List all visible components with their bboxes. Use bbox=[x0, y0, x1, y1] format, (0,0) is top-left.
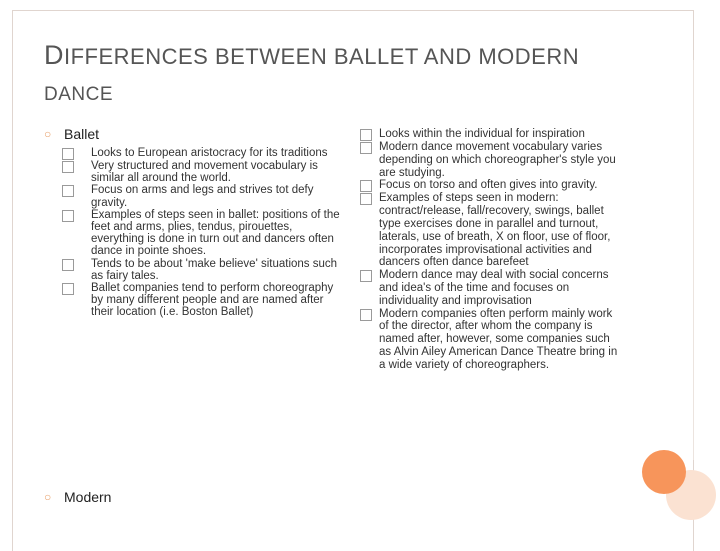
list-item: Very structured and movement vocabulary is similar all around the world. bbox=[62, 160, 344, 184]
ballet-list bbox=[44, 147, 344, 319]
circle-bullet-icon: ○ bbox=[44, 490, 52, 504]
circle-bullet-icon: ○ bbox=[44, 127, 52, 141]
list-item: Focus on arms and legs and strives tot defy gravity. bbox=[62, 184, 344, 208]
ballet-heading: Ballet bbox=[64, 126, 100, 142]
list-item: Ballet companies tend to perform choreography by many different people and are named after their location (i.e. Boston Ballet) bbox=[62, 282, 344, 319]
square-bullet-icon bbox=[62, 210, 74, 222]
slide-title bbox=[44, 40, 684, 110]
list-item: Looks to European aristocracy for its traditions bbox=[62, 147, 344, 160]
square-bullet-icon bbox=[62, 259, 74, 271]
modern-heading: Modern bbox=[64, 489, 112, 505]
title-line2: DANCE bbox=[44, 84, 114, 105]
square-bullet-icon bbox=[360, 270, 372, 282]
square-bullet-icon bbox=[360, 142, 372, 154]
decorative-circle-orange bbox=[642, 450, 686, 494]
list-item: Examples of steps seen in ballet: positions of the feet and arms, plies, tendus, pirouettes, everything is done in turn out and dancers often dance in pointe shoes. bbox=[62, 209, 344, 258]
list-item: Looks within the individual for inspiration bbox=[360, 128, 622, 141]
title-line1: IFFERENCES BETWEEN BALLET AND MODERN bbox=[64, 44, 580, 69]
list-item: Examples of steps seen in modern: contract/release, fall/recovery, swings, ballet type exercises done in parallel and turnout, laterals, use of breath, X on floor, use of floor, incorporates improvisational activities and dancers often dance barefeet bbox=[360, 192, 622, 269]
list-item: Focus on torso and often gives into gravity. bbox=[360, 179, 622, 192]
square-bullet-icon bbox=[360, 129, 372, 141]
right-column bbox=[360, 128, 622, 372]
modern-list bbox=[360, 128, 622, 372]
left-column bbox=[44, 125, 344, 319]
title-initial: D bbox=[44, 40, 64, 70]
ballet-heading-row bbox=[44, 125, 344, 143]
decorative-line bbox=[693, 60, 694, 460]
list-item: Tends to be about 'make believe' situations such as fairy tales. bbox=[62, 258, 344, 282]
square-bullet-icon bbox=[62, 161, 74, 173]
square-bullet-icon bbox=[360, 193, 372, 205]
modern-heading-row bbox=[44, 488, 111, 506]
square-bullet-icon bbox=[360, 180, 372, 192]
square-bullet-icon bbox=[360, 309, 372, 321]
list-item: Modern companies often perform mainly work of the director, after whom the company is named after, however, some companies such as Alvin Ailey American Dance Theatre bring in a wide variety of choreographers. bbox=[360, 308, 622, 372]
square-bullet-icon bbox=[62, 283, 74, 295]
square-bullet-icon bbox=[62, 148, 74, 160]
list-item: Modern dance movement vocabulary varies depending on which choreographer's style you are studying. bbox=[360, 141, 622, 179]
square-bullet-icon bbox=[62, 185, 74, 197]
list-item: Modern dance may deal with social concerns and idea's of the time and focuses on individuality and improvisation bbox=[360, 269, 622, 307]
